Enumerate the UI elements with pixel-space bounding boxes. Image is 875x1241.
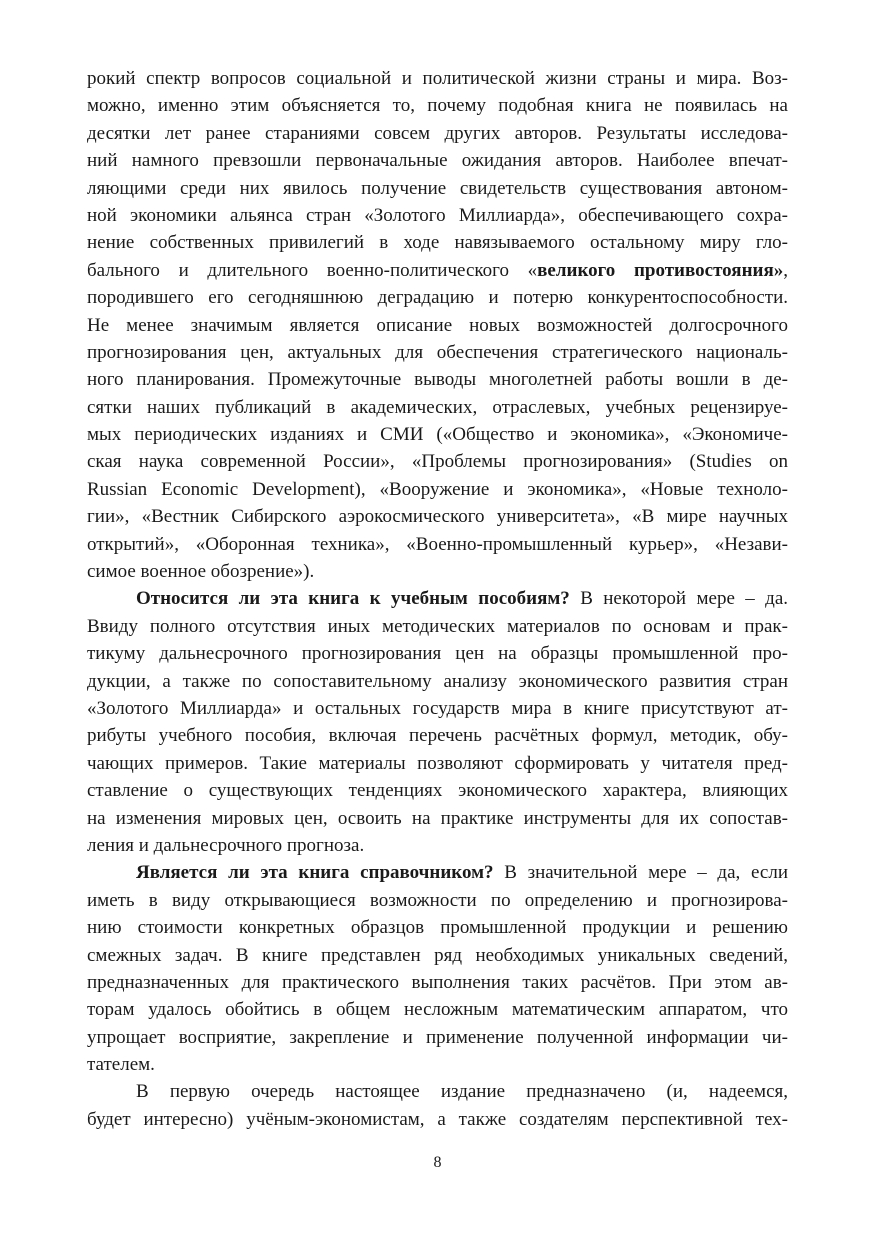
text-line: торам удалось обойтись в общем несложным математическим аппаратом, что [87, 999, 788, 1021]
text-line: иметь в виду открывающиеся возможности по определению и прогнозирова- [87, 889, 788, 911]
text-line: Относится ли эта книга к учебным пособиям? В некоторой мере – да. [136, 588, 789, 610]
text-line: гии», «Вестник Сибирского аэрокосмического университета», «В мире научных [87, 506, 788, 528]
text-line: рокий спектр вопросов социальной и политической жизни страны и мира. Воз- [87, 68, 788, 89]
text-line: смежных задач. В книге представлен ряд необходимых уникальных сведений, [87, 944, 788, 966]
page-number: 8 [433, 1154, 442, 1171]
text-line: нение собственных привилегий в ходе навязываемого остальному миру гло- [87, 232, 788, 254]
text-line: Russian Economic Development), «Вооружение и экономика», «Новые техноло- [87, 478, 788, 500]
text-line: «Золотого Миллиарда» и остальных государств мира в книге присутствуют ат- [87, 697, 788, 719]
text-line: ного планирования. Промежуточные выводы многолетней работы вошли в де- [87, 369, 788, 391]
paragraph-3 [87, 859, 788, 1078]
text-line: В первую очередь настоящее издание предназначено (и, надеемся, [136, 1081, 788, 1103]
text-line: симое военное обозрение»). [87, 561, 315, 583]
text-line: ставление о существующих тенденциях экономического характера, влияющих [87, 780, 788, 802]
text-line: Ввиду полного отсутствия иных методических материалов по основам и прак- [87, 615, 788, 637]
text-line: предназначенных для практического выполнения таких расчётов. При этом ав- [87, 971, 788, 993]
text-line: породившего его сегодняшнюю деградацию и потерю конкурентоспособности. [87, 287, 788, 309]
text-line: ления и дальнесрочного прогноза. [87, 834, 365, 856]
text-line: десятки лет ранее стараниями совсем других авторов. Результаты исследова- [87, 122, 788, 144]
bold-phrase: великого противостояния» [537, 259, 784, 281]
text-line: открытий», «Оборонная техника», «Военно-промышленный курьер», «Незави- [87, 533, 788, 555]
text-line: упрощает восприятие, закрепление и применение полученной информации чи- [87, 1026, 788, 1048]
text-line: ская наука современной России», «Проблемы прогнозирования» (Studies on [87, 451, 788, 473]
document-page [87, 65, 788, 1133]
text-line: ний намного превзошли первоначальные ожидания авторов. Наиболее впечат- [87, 150, 788, 172]
paragraph-4 [87, 1078, 788, 1133]
text-line: рибуты учебного пособия, включая перечень расчётных формул, методик, обу- [87, 725, 788, 747]
text-line: на изменения мировых цен, освоить на практике инструменты для их сопостав- [87, 807, 788, 829]
text-line: будет интересно) учёным-экономистам, а также создателям перспективной тех- [87, 1108, 788, 1130]
bold-question: Является ли эта книга справочником? [136, 862, 494, 884]
text-line: тателем. [87, 1054, 155, 1076]
text-line: дукции, а также по сопоставительному анализу экономического развития стран [87, 670, 788, 692]
text-line: мых периодических изданиях и СМИ («Общество и экономика», «Экономиче- [87, 424, 788, 446]
paragraph-2 [87, 585, 788, 859]
text-line: прогнозирования цен, актуальных для обеспечения стратегического националь- [87, 341, 788, 363]
text-line: бального и длительного военно-политического «великого противостояния», [87, 259, 788, 281]
text-line: чающих примеров. Такие материалы позволяют сформировать у читателя пред- [87, 752, 788, 774]
text-line: ной экономики альянса стран «Золотого Миллиарда», обеспечивающего сохра- [87, 204, 788, 226]
text-line: Является ли эта книга справочником? В значительной мере – да, если [136, 862, 788, 884]
text-line: сятки наших публикаций в академических, отраслевых, учебных рецензируе- [87, 396, 788, 418]
text-line: Не менее значимым является описание новых возможностей долгосрочного [87, 314, 788, 336]
text-line: тикуму дальнесрочного прогнозирования цен на образцы промышленной про- [87, 643, 788, 665]
bold-question: Относится ли эта книга к учебным пособиям? [136, 588, 570, 610]
text-line: можно, именно этим объясняется то, почему подобная книга не появилась на [87, 95, 788, 117]
text-line: ляющими среди них явилось получение свидетельств существования автоном- [87, 177, 788, 199]
paragraph-1 [87, 65, 788, 585]
text-line: нию стоимости конкретных образцов промышленной продукции и решению [87, 917, 788, 939]
